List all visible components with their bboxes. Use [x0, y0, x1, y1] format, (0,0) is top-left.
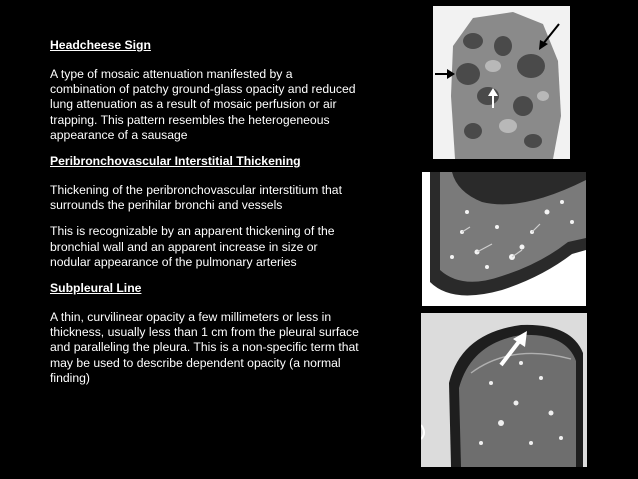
text-column — [50, 38, 360, 397]
section-headcheese — [50, 38, 360, 143]
section-heading: Subpleural Line — [50, 281, 142, 296]
section-subpleural — [50, 281, 360, 386]
section-peribronchovascular — [50, 154, 360, 270]
peribronchovascular-ct-image — [422, 172, 586, 306]
headcheese-ct-image — [433, 6, 570, 159]
section-paragraph: Thickening of the peribronchovascular interstitium that surrounds the perihilar bronchi and vessels — [50, 183, 342, 213]
section-paragraph: A type of mosaic attenuation manifested by a combination of patchy ground-glass opacity and reduced lung attenuation as a result of mosaic perfusion or air trapping. This pattern resembles the heterogeneous appearance of a sausage — [50, 67, 356, 142]
section-paragraph: This is recognizable by an apparent thickening of the bronchial wall and an apparent increase in size or nodular appearance of the pulmonary arteries — [50, 224, 335, 269]
section-paragraph: A thin, curvilinear opacity a few millimeters or less in thickness, usually less than 1 cm from the pleural surface and paralleling the pleura. This is a non-specific term that may be used to describe dependent opacity (a normal finding) — [50, 310, 359, 385]
section-heading: Headcheese Sign — [50, 38, 151, 52]
subpleural-line-ct-image — [421, 313, 587, 467]
section-heading: Peribronchovascular Interstitial Thickening — [50, 154, 301, 169]
